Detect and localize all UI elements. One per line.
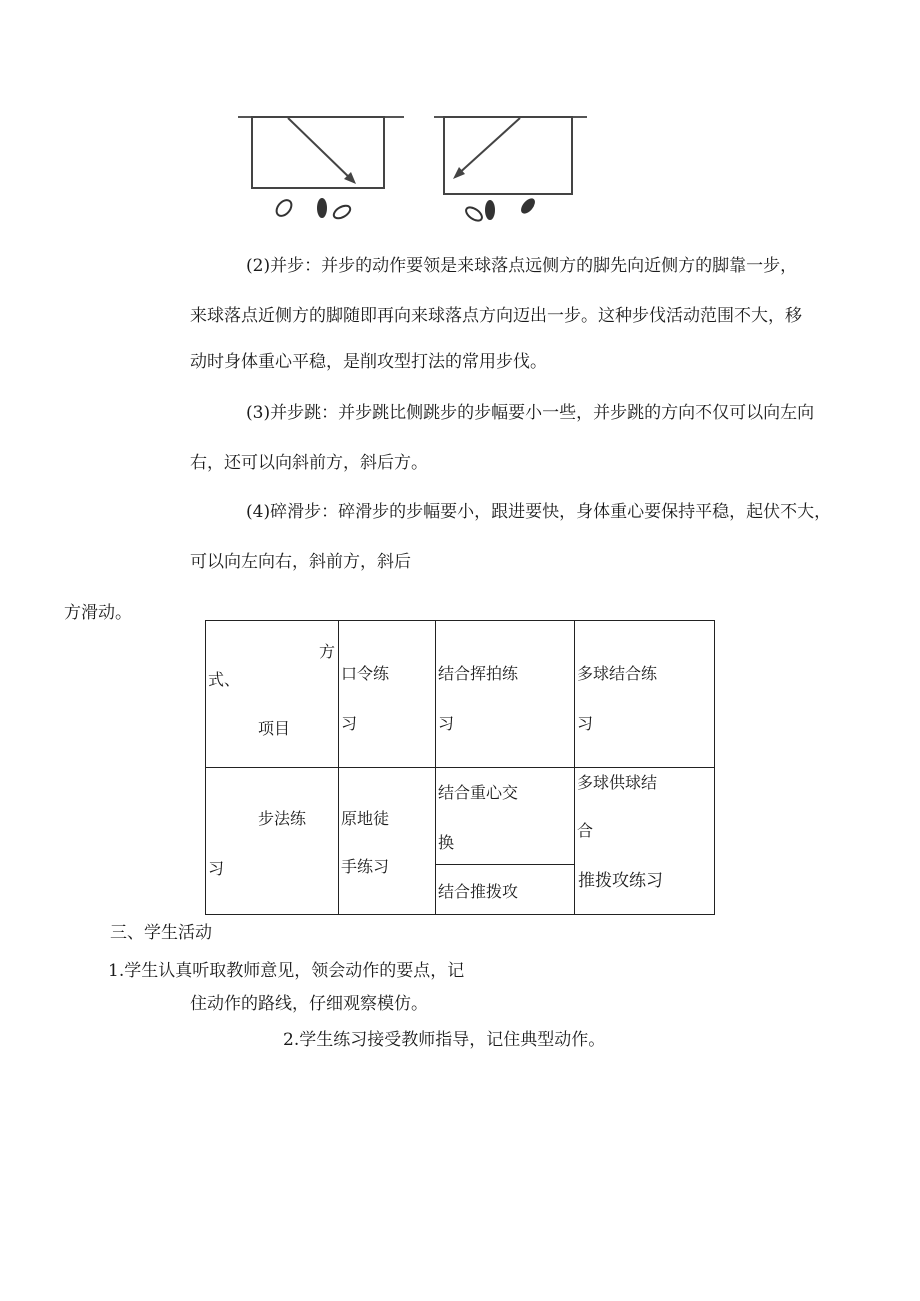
table-corner-cell <box>206 621 339 768</box>
row-label-line2: 习 <box>208 859 225 878</box>
paragraph-4-line-1: (4)碎滑步：碎滑步的步幅要小，跟进要快，身体重心要保持平稳，起伏不大， <box>246 502 832 522</box>
row-col3-line2: 合 <box>577 821 594 840</box>
paragraph-3-line-1: (3)并步跳：并步跳比侧跳步的步幅要小一些，并步跳的方向不仅可以向左向 <box>246 403 815 423</box>
header-col3-line2: 习 <box>577 714 594 733</box>
header-col1-cell <box>339 621 436 768</box>
footprint-left <box>274 197 295 219</box>
header-col2-line2: 习 <box>438 714 455 733</box>
header-col1-line2: 习 <box>341 714 358 733</box>
table-header-row <box>206 621 715 768</box>
footprint-middle <box>485 200 495 220</box>
row-col2-top-line2: 换 <box>438 833 455 852</box>
row-col2-bottom-text: 结合推拨攻 <box>438 882 519 901</box>
row-col3-line3: 推拨攻练习 <box>578 871 663 891</box>
header-col3-cell <box>575 621 715 768</box>
row-col1-cell <box>339 768 436 915</box>
corner-mid-text: 式、 <box>208 670 241 689</box>
student-activity-item-1-line-1: 1.学生认真听取教师意见，领会动作的要点，记 <box>108 961 465 981</box>
row-col2-bottom-cell <box>436 865 575 915</box>
ball-path-arrow <box>456 118 520 176</box>
footwork-diagram-left <box>236 108 411 228</box>
row-label-line1: 步法练 <box>258 809 307 828</box>
paragraph-2-line-1: (2)并步：并步的动作要领是来球落点远侧方的脚先向近侧方的脚靠一步， <box>246 256 798 276</box>
row-col2-top-line1: 结合重心交 <box>438 783 519 802</box>
row-label-cell <box>206 768 339 915</box>
row-col1-line2: 手练习 <box>341 857 390 876</box>
student-activity-item-2: 2.学生练习接受教师指导，记住典型动作。 <box>283 1030 606 1050</box>
student-activity-item-1-line-2: 住动作的路线，仔细观察模仿。 <box>190 994 428 1014</box>
table-rectangle <box>252 117 384 188</box>
footprint-right <box>332 203 353 221</box>
row-col2-top-cell <box>436 768 575 865</box>
header-col2-line1: 结合挥拍练 <box>438 664 519 683</box>
table-row <box>206 768 715 865</box>
paragraph-2-line-3: 动时身体重心平稳，是削攻型打法的常用步伐。 <box>190 352 547 372</box>
ball-path-arrow <box>288 118 354 182</box>
section-3-heading: 三、学生活动 <box>110 923 212 943</box>
corner-top-text: 方 <box>319 642 336 661</box>
footprint-left <box>464 205 484 224</box>
footprint-right <box>518 196 537 216</box>
paragraph-4-line-2: 可以向左向右，斜前方，斜后 <box>190 552 411 572</box>
header-col1-line1: 口令练 <box>341 664 390 683</box>
paragraph-3-line-2: 右，还可以向斜前方，斜后方。 <box>190 453 428 473</box>
row-col3-cell <box>575 768 715 915</box>
row-col1-line1: 原地徒 <box>341 809 390 828</box>
header-col2-cell <box>436 621 575 768</box>
header-col3-line1: 多球结合练 <box>577 664 658 683</box>
footprint-middle <box>317 198 327 218</box>
paragraph-2-line-2: 来球落点近侧方的脚随即再向来球落点方向迈出一步。这种步伐活动范围不大，移 <box>190 306 802 326</box>
footwork-diagram-right <box>432 108 592 228</box>
paragraph-4-line-3: 方滑动。 <box>64 603 132 623</box>
row-col3-line1: 多球供球结 <box>577 773 658 792</box>
corner-bottom-text: 项目 <box>258 719 291 738</box>
